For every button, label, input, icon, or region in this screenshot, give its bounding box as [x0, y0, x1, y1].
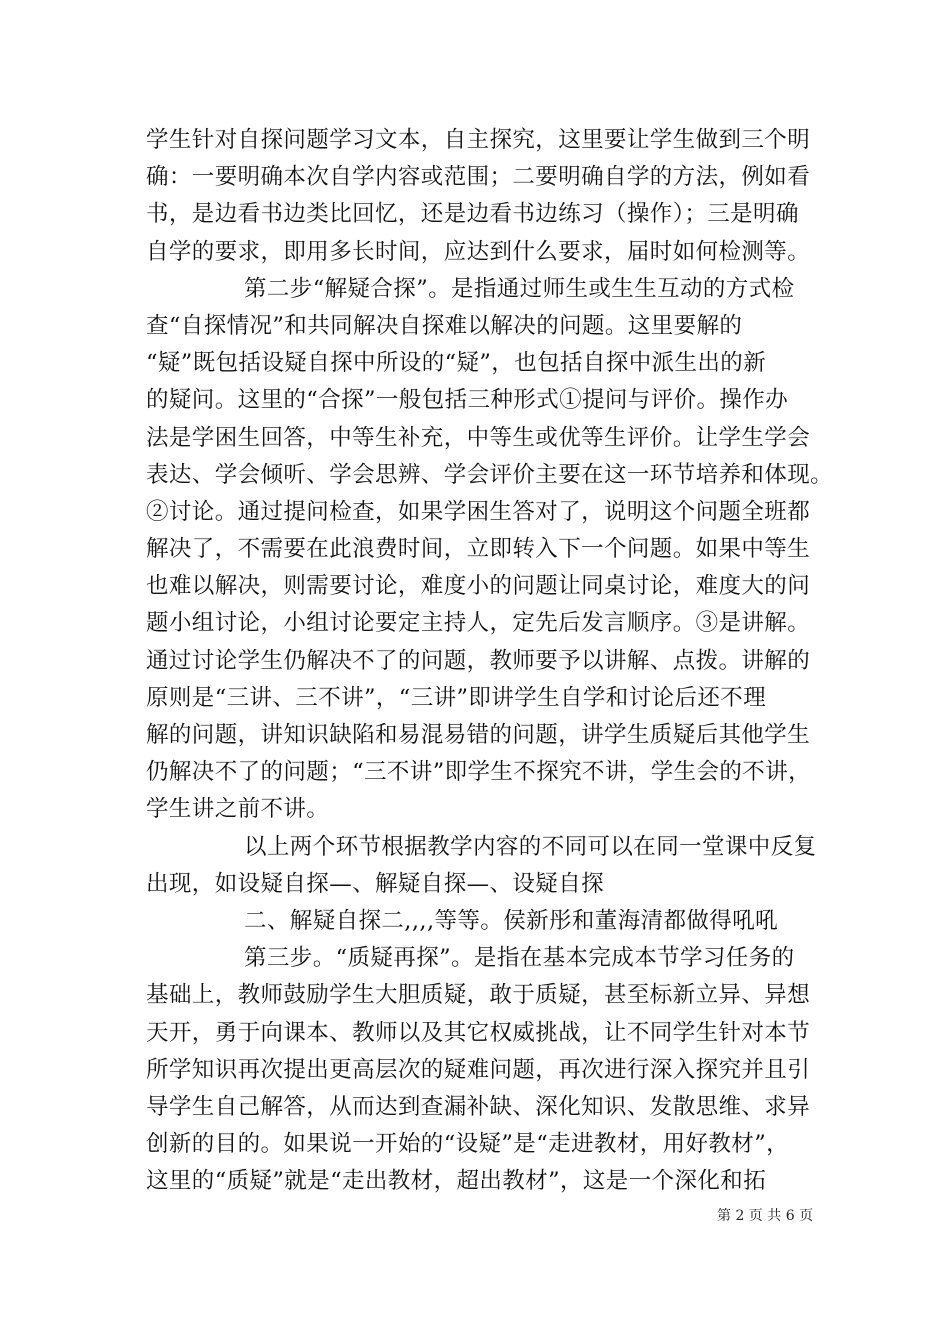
text-line: 二、解疑自探二,,,,等等。侯新彤和董海清都做得吼吼 [244, 907, 779, 934]
text-line: 法是学困生回答，中等生补充，中等生或优等生评价。让学生学会 [146, 424, 811, 451]
text-line: 书，是边看书边类比回忆，还是边看书边练习（操作）；三是明确 [146, 201, 799, 228]
text-line: 解决了，不需要在此浪费时间，立即转入下一个问题。如果中等生 [146, 536, 811, 563]
text-line: 这里的“质疑”就是“走出教材，超出教材”，这是一个深化和拓 [146, 1168, 767, 1195]
text-line: 确：一要明确本次自学内容或范围；二要明确自学的方法，例如看 [146, 164, 811, 191]
text-line: 仍解决不了的问题；“三不讲”即学生不探究不讲，学生会的不讲， [146, 759, 812, 786]
body-text [146, 122, 834, 1200]
text-line: 基础上，教师鼓励学生大胆质疑，敢于质疑，甚至标新立异、异想 [146, 982, 811, 1009]
text-line: 第三步。“质疑再探”。是指在基本完成本节学习任务的 [244, 945, 795, 972]
text-line: 通过讨论学生仍解决不了的问题，教师要予以讲解、点拨。讲解的 [146, 647, 811, 674]
text-line: 也难以解决，则需要讨论，难度小的问题让同桌讨论，难度大的问 [146, 573, 811, 600]
text-line: 天开，勇于向课本、教师以及其它权威挑战，让不同学生针对本节 [146, 1019, 811, 1046]
text-line: 以上两个环节根据教学内容的不同可以在同一堂课中反复 [244, 833, 817, 860]
text-line: 查“自探情况”和共同解决自探难以解决的问题。这里要解的 [146, 312, 743, 339]
text-line: 第二步“解疑合探”。是指通过师生或生生互动的方式检 [244, 275, 795, 302]
text-line: 表达、学会倾听、学会思辨、学会评价主要在这一环节培养和体现。 [146, 461, 834, 488]
text-line: 的疑问。这里的“合探”一般包括三种形式①提问与评价。操作办 [146, 387, 789, 414]
text-line: 导学生自己解答，从而达到查漏补缺、深化知识、发散思维、求异 [146, 1093, 811, 1120]
text-line: 所学知识再次提出更高层次的疑难问题，再次进行深入探究并且引 [146, 1056, 811, 1083]
text-line: 学生讲之前不讲。 [146, 796, 330, 823]
text-line: 创新的目的。如果说一开始的“设疑”是“走进教材，用好教材”， [146, 1131, 790, 1158]
text-line: 自学的要求，即用多长时间，应达到什么要求，届时如何检测等。 [146, 238, 811, 265]
text-line: 原则是“三讲、三不讲”，“三讲”即讲学生自学和讨论后还不理 [146, 684, 767, 711]
page-number-footer: 第 2 页 共 6 页 [717, 1208, 814, 1224]
text-line: 出现，如设疑自探—、解疑自探—、设疑自探 [146, 870, 605, 897]
text-line: 解的问题，讲知识缺陷和易混易错的问题，讲学生质疑后其他学生 [146, 722, 811, 748]
text-line: 题小组讨论，小组讨论要定主持人，定先后发言顺序。③是讲解。 [146, 610, 811, 637]
text-line: ②讨论。通过提问检查，如果学困生答对了，说明这个问题全班都 [146, 498, 811, 525]
text-line: 学生针对自探问题学习文本，自主探究，这里要让学生做到三个明 [146, 127, 811, 153]
text-line: “疑”既包括设疑自探中所设的“疑”，也包括自探中派生出的新 [146, 350, 767, 377]
